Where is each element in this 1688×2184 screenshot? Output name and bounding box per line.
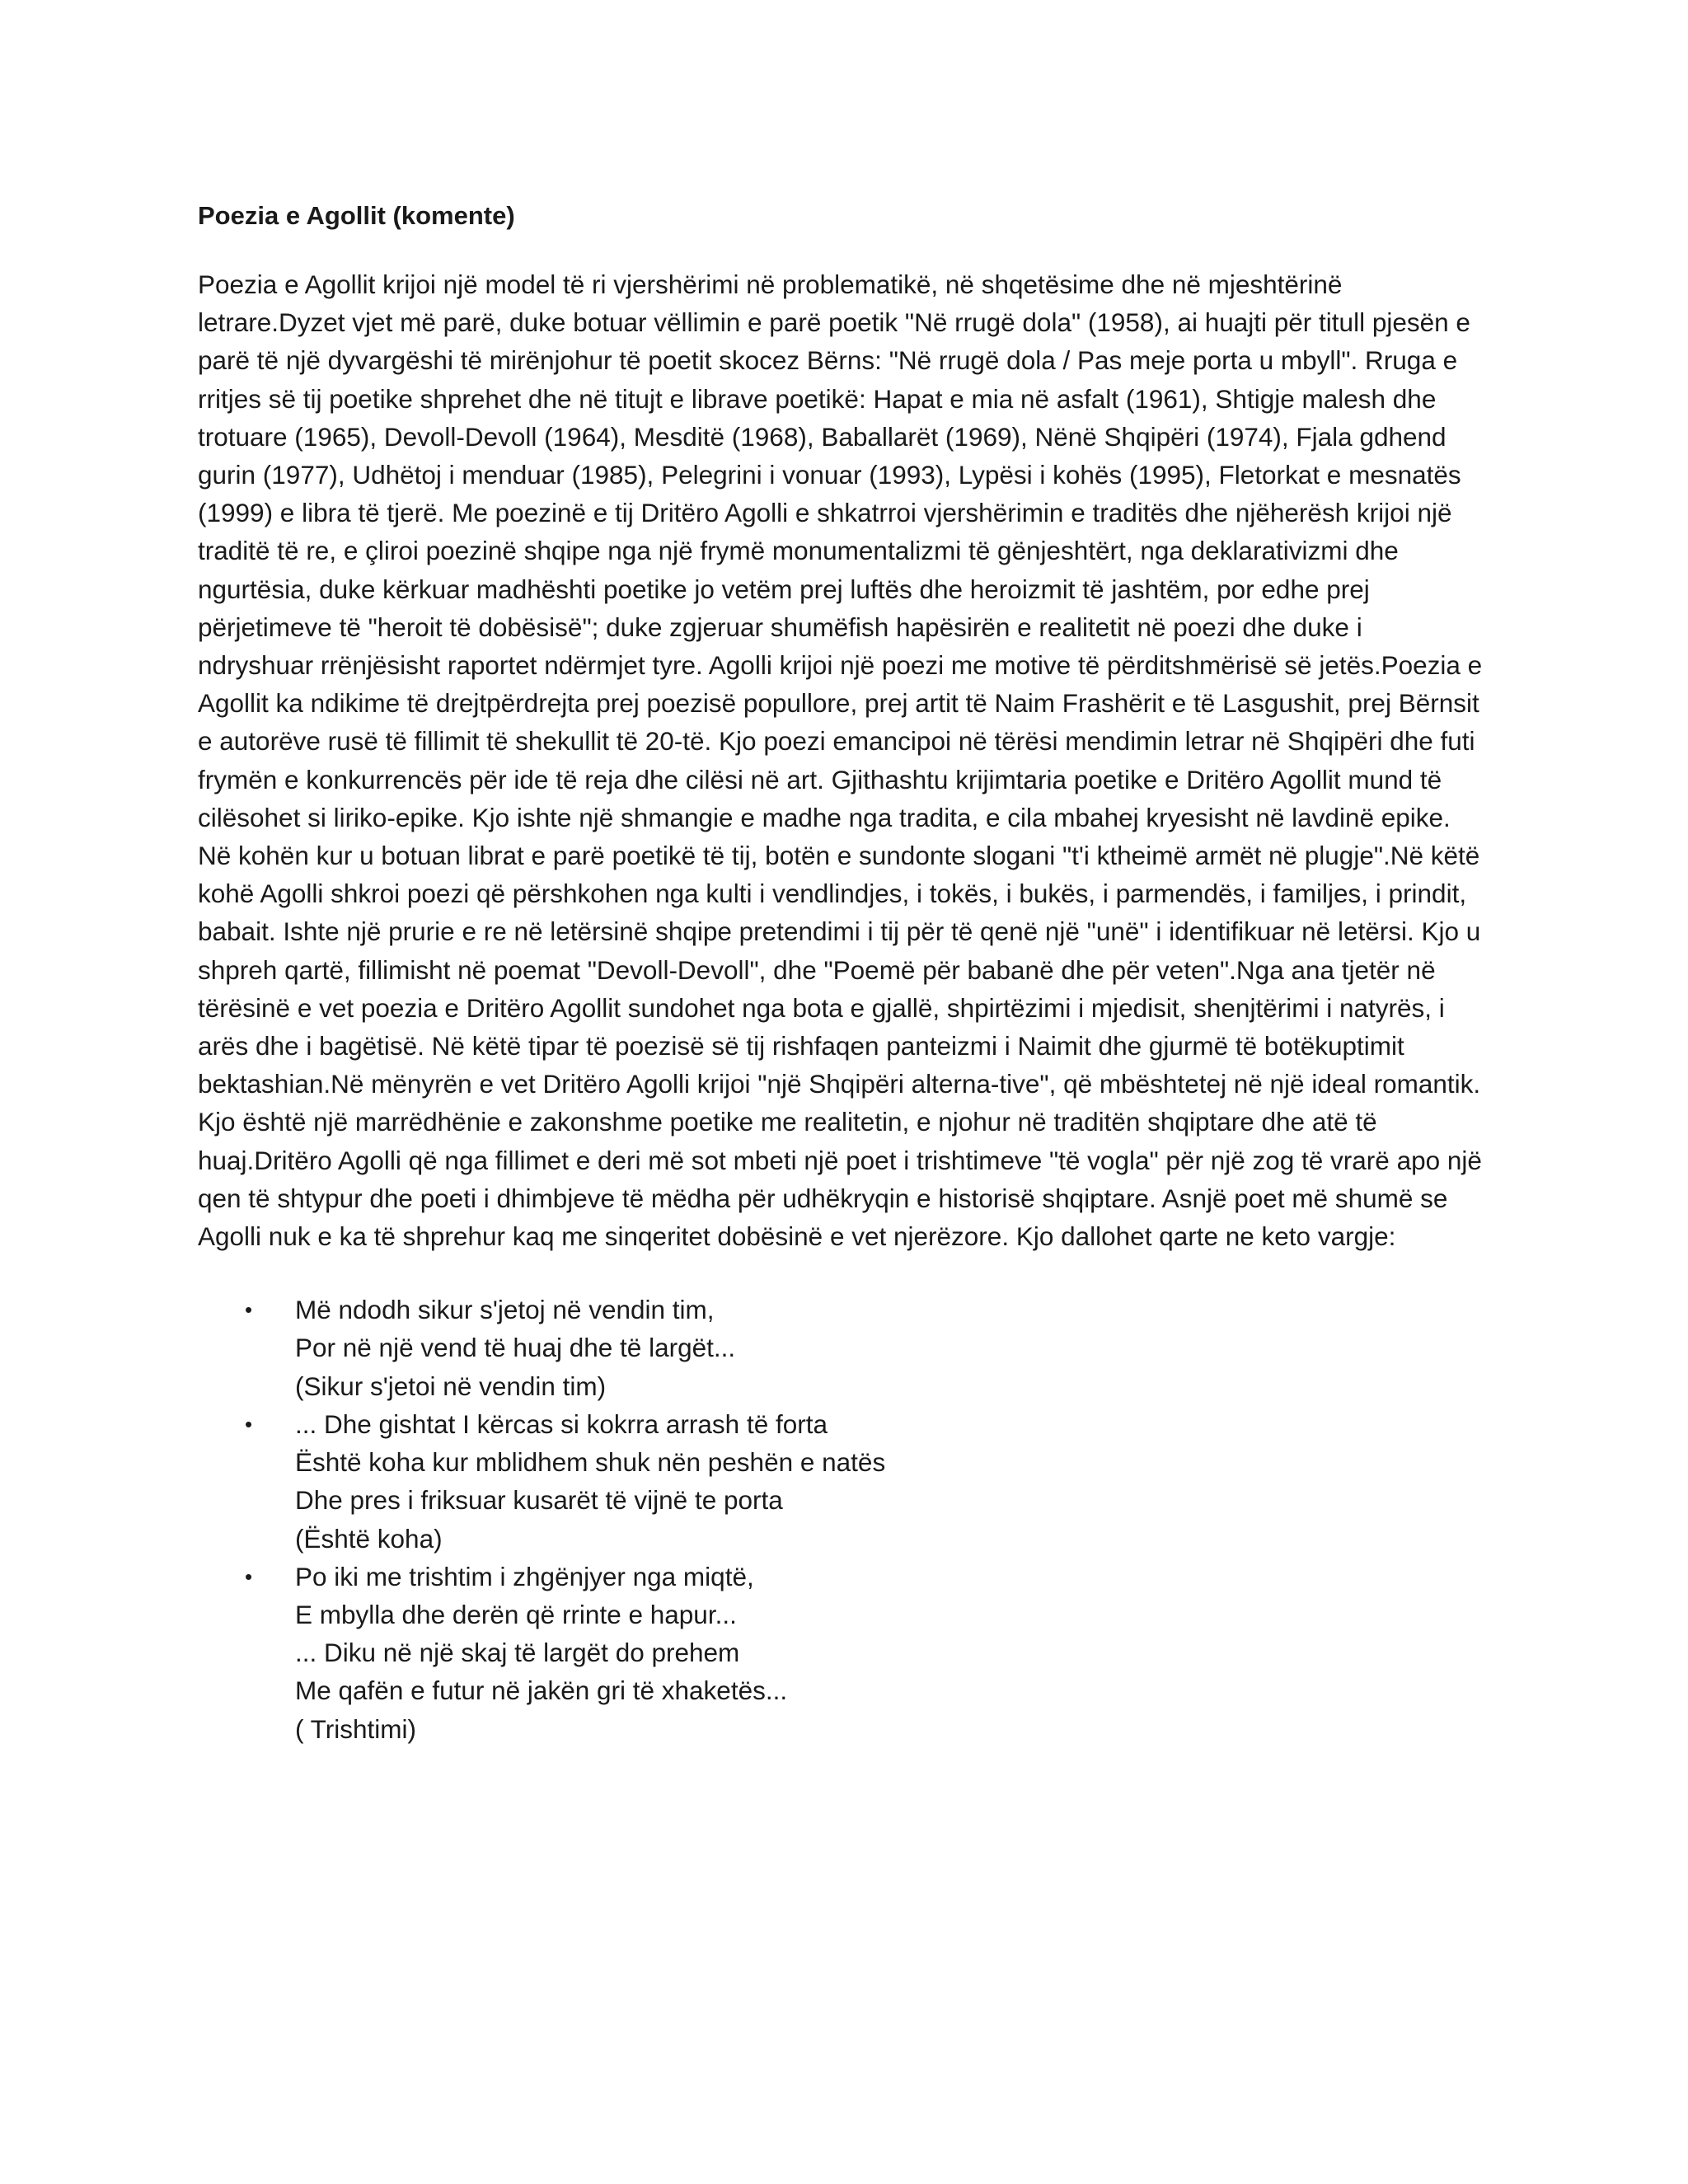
- poem-line: ... Dhe gishtat I kërcas si kokrra arrash të forta: [295, 1408, 828, 1439]
- poem-line: E mbylla dhe derën që rrinte e hapur...: [295, 1599, 737, 1629]
- list-item: [198, 1405, 1484, 1558]
- body-paragraph: Poezia e Agollit krijoi një model të ri vjershërimi në problematikë, në shqetësime dhe në mjeshtërinë letrare.Dyzet vjet më parë, duke botuar vëllimin e parë poetik "Në rrugë dola" (1958), ai huajti për titull pjesën e parë të një dyvargëshi të mirënjohur të poetit skocez Bërns: "Në rrugë dola / Pas meje porta u mbyll". Rruga e rritjes së tij poetike shprehet dhe në titujt e librave poetikë: Hapat e mia në asfalt (1961), Shtigje malesh dhe trotuare (1965), Devoll-Devoll (1964), Mesditë (1968), Baballarët (1969), Nënë Shqipëri (1974), Fjala gdhend gurin (1977), Udhëtoj i menduar (1985), Pelegrini i vonuar (1993), Lypësi i kohës (1995), Fletorkat e mesnatës (1999) e libra të tjerë. Me poezinë e tij Dritëro Agolli e shkatrroi vjershërimin e traditës dhe njëherësh krijoi një traditë të re, e çliroi poezinë shqipe nga një frymë monumentalizmi të gënjeshtërt, nga deklarativizmi dhe ngurtësia, duke kërkuar madhështi poetike jo vetëm prej luftës dhe heroizmit të jashtëm, por edhe prej përjetimeve të "heroit të dobësisë"; duke zgjeruar shumëfish hapësirën e realitetit në poezi dhe duke i ndryshuar rrënjësisht raportet ndërmjet tyre. Agolli krijoi një poezi me motive të përditshmërisë së jetës.Poezia e Agollit ka ndikime të drejtpërdrejta prej poezisë popullore, prej artit të Naim Frashërit e të Lasgushit, prej Bërnsit e autorëve rusë të fillimit të shekullit të 20-të. Kjo poezi emancipoi në tërësi mendimin letrar në Shqipëri dhe futi frymën e konkurrencës për ide të reja dhe cilësi në art. Gjithashtu krijimtaria poetike e Dritëro Agollit mund të cilësohet si liriko-epike. Kjo ishte një shmangie e madhe nga tradita, e cila mbahej kryesisht në lavdinë epike. Në kohën kur u botuan librat e parë poetikë të tij, botën e sundonte slogani "t'i ktheimë armët në plugje".Në këtë kohë Agolli shkroi poezi që përshkohen nga kulti i vendlindjes, i tokës, i bukës, i parmendës, i familjes, i prindit, babait. Ishte një prurie e re në letërsinë shqipe pretendimi i tij për të qenë një "unë" i identifikuar në letërsi. Kjo u shpreh qartë, fillimisht në poemat "Devoll-Devoll", dhe "Poemë për babanë dhe për veten".Nga ana tjetër në tërësinë e vet poezia e Dritëro Agollit sundohet nga bota e gjallë, shpirtëzimi i mjedisit, shenjtërimi i natyrës, i arës dhe i bagëtisë. Në këtë tipar të poezisë së tij rishfaqen panteizmi i Naimit dhe gjurmë të botëkuptimit bektashian.Në mënyrën e vet Dritëro Agolli krijoi "një Shqipëri alterna-tive", që mbështetej në një ideal romantik. Kjo është një marrëdhënie e zakonshme poetike me realitetin, e njohur në traditën shqiptare dhe atë të huaj.Dritëro Agolli që nga fillimet e deri më sot mbeti një poet i trishtimeve "të vogla" për një zog të vrarë apo një qen të shtypur dhe poeti i dhimbjeve të mëdha për udhëkryqin e historisë shqiptare. Asnjë poet më shumë se Agolli nuk e ka të shprehur kaq me sinqeritet dobësinë e vet njerëzore. Kjo dallohet qarte ne keto vargje:: [198, 269, 1483, 1252]
- bullet-icon: •: [245, 1563, 253, 1589]
- bullet-icon: •: [245, 1297, 253, 1323]
- poem-line: Dhe pres i friksuar kusarët të vijnë te porta: [295, 1485, 783, 1516]
- poem-source: (Është koha): [295, 1523, 443, 1554]
- document-page: [198, 199, 1484, 1748]
- poem-line: Me qafën e futur në jakën gri të xhaketës...: [295, 1675, 788, 1706]
- poem-line: Po iki me trishtim i zhgënjyer nga miqtë,: [295, 1561, 754, 1591]
- poem-line: Është koha kur mblidhem shuk nën peshën e natës: [295, 1447, 886, 1478]
- poem-source: ( Trishtimi): [295, 1713, 416, 1744]
- poem-line: ... Diku në një skaj të largët do prehem: [295, 1638, 740, 1668]
- document-title: Poezia e Agollit (komente): [198, 201, 515, 230]
- poem-source: (Sikur s'jetoi në vendin tim): [295, 1371, 607, 1401]
- bullet-icon: •: [245, 1411, 253, 1436]
- list-item: [198, 1558, 1484, 1748]
- poem-line: Më ndodh sikur s'jetoj në vendin tim,: [295, 1295, 715, 1325]
- list-item: [198, 1291, 1484, 1405]
- poem-line: Por në një vend të huaj dhe të largët...: [295, 1333, 736, 1363]
- poem-list: [198, 1291, 1484, 1747]
